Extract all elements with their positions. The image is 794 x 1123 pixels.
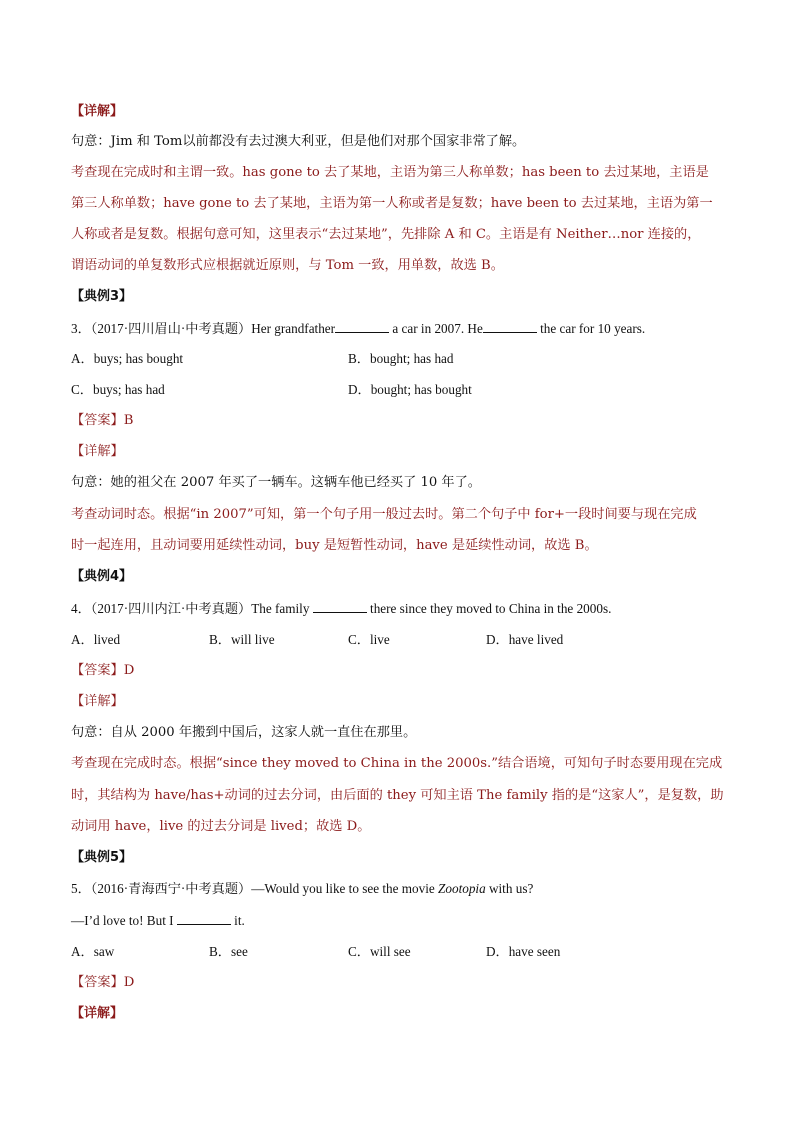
explanation-line: 考查现在完成时和主谓一致。has gone to 去了某地，主语为第三人称单数；has been to 去过某地，主语是 xyxy=(71,165,709,180)
movie-title: Zootopia xyxy=(438,881,486,896)
explanation-line: 动词用 have，live 的过去分词是 lived；故选 D。 xyxy=(71,819,371,834)
explanation-line: 第三人称单数；have gone to 去了某地，主语为第一人称或者是复数；have been to 去过某地，主语为第一 xyxy=(71,196,713,211)
sentence-meaning: 句意：Jim 和 Tom以前都没有去过澳大利亚，但是他们对那个国家非常了解。 xyxy=(71,134,526,149)
option-c: C．buys; has had xyxy=(71,382,165,397)
question-stem xyxy=(71,319,645,338)
answer-blank xyxy=(177,911,231,925)
sentence-meaning: 句意：她的祖父在 2007 年买了一辆车。这辆车他已经买了 10 年了。 xyxy=(71,475,481,490)
sentence-meaning: 句意：自从 2000 年搬到中国后，这家人就一直住在那里。 xyxy=(71,725,417,740)
question-stem xyxy=(71,880,533,898)
stem-text: 5．（2016·青海西宁·中考真题）—Would you like to see the movie xyxy=(71,881,439,896)
option-c: C．will see xyxy=(348,944,411,959)
option-d: D．bought; has bought xyxy=(348,382,472,397)
stem-text: 3．（2017·四川眉山·中考真题）Her grandfather xyxy=(71,321,336,336)
stem-text: the car for 10 years. xyxy=(536,321,646,336)
stem-text: a car in 2007. He xyxy=(389,321,483,336)
option-d: D．have lived xyxy=(486,632,564,647)
answer-label: 【答案】D xyxy=(71,975,135,990)
option-a: A．buys; has bought xyxy=(71,351,184,366)
stem-text: —I’d love to! But I xyxy=(71,913,177,928)
option-d: D．have seen xyxy=(486,944,561,959)
stem-text: with us? xyxy=(485,881,534,896)
explanation-line: 人称或者是复数。根据句意可知，这里表示“去过某地”，先排除 A 和 C。主语是有 Neither…nor 连接的， xyxy=(71,227,701,242)
answer-blank xyxy=(313,599,367,613)
detail-heading: 【详解】 xyxy=(71,694,124,709)
detail-heading: 【详解】 xyxy=(71,444,124,459)
option-b: B．bought; has had xyxy=(348,351,454,366)
stem-text: 4．（2017·四川内江·中考真题）The family xyxy=(71,601,313,616)
explanation-line: 时，其结构为 have/has+动词的过去分词，由后面的 they 可知主语 The family 指的是“这家人”，是复数，助 xyxy=(71,788,724,803)
detail-heading: 【详解】 xyxy=(71,104,124,119)
answer-label: 【答案】D xyxy=(71,663,135,678)
option-a: A．saw xyxy=(71,944,115,959)
option-b: B．see xyxy=(209,944,248,959)
stem-text: it. xyxy=(230,913,245,928)
explanation-line: 时一起连用，且动词要用延续性动词，buy 是短暂性动词，have 是延续性动词，故选 B。 xyxy=(71,538,598,553)
stem-text: there since they moved to China in the 2000s. xyxy=(366,601,612,616)
option-c: C．live xyxy=(348,632,390,647)
option-b: B．will live xyxy=(209,632,275,647)
question-stem-line2 xyxy=(71,911,245,930)
explanation-line: 谓语动词的单复数形式应根据就近原则，与 Tom 一致，用单数，故选 B。 xyxy=(71,258,504,273)
example-heading: 【典例3】 xyxy=(71,289,133,304)
question-stem xyxy=(71,599,611,618)
detail-heading: 【详解】 xyxy=(71,1006,124,1021)
explanation-line: 考查动词时态。根据“in 2007”可知，第一个句子用一般过去时。第二个句子中 for+一段时间要与现在完成 xyxy=(71,507,697,522)
option-a: A．lived xyxy=(71,632,121,647)
example-heading: 【典例4】 xyxy=(71,569,133,584)
explanation-line: 考查现在完成时态。根据“since they moved to China in the 2000s.”结合语境，可知句子时态要用现在完成 xyxy=(71,756,723,771)
example-heading: 【典例5】 xyxy=(71,850,133,865)
answer-blank xyxy=(483,319,537,333)
answer-label: 【答案】B xyxy=(71,413,134,428)
answer-blank xyxy=(335,319,389,333)
